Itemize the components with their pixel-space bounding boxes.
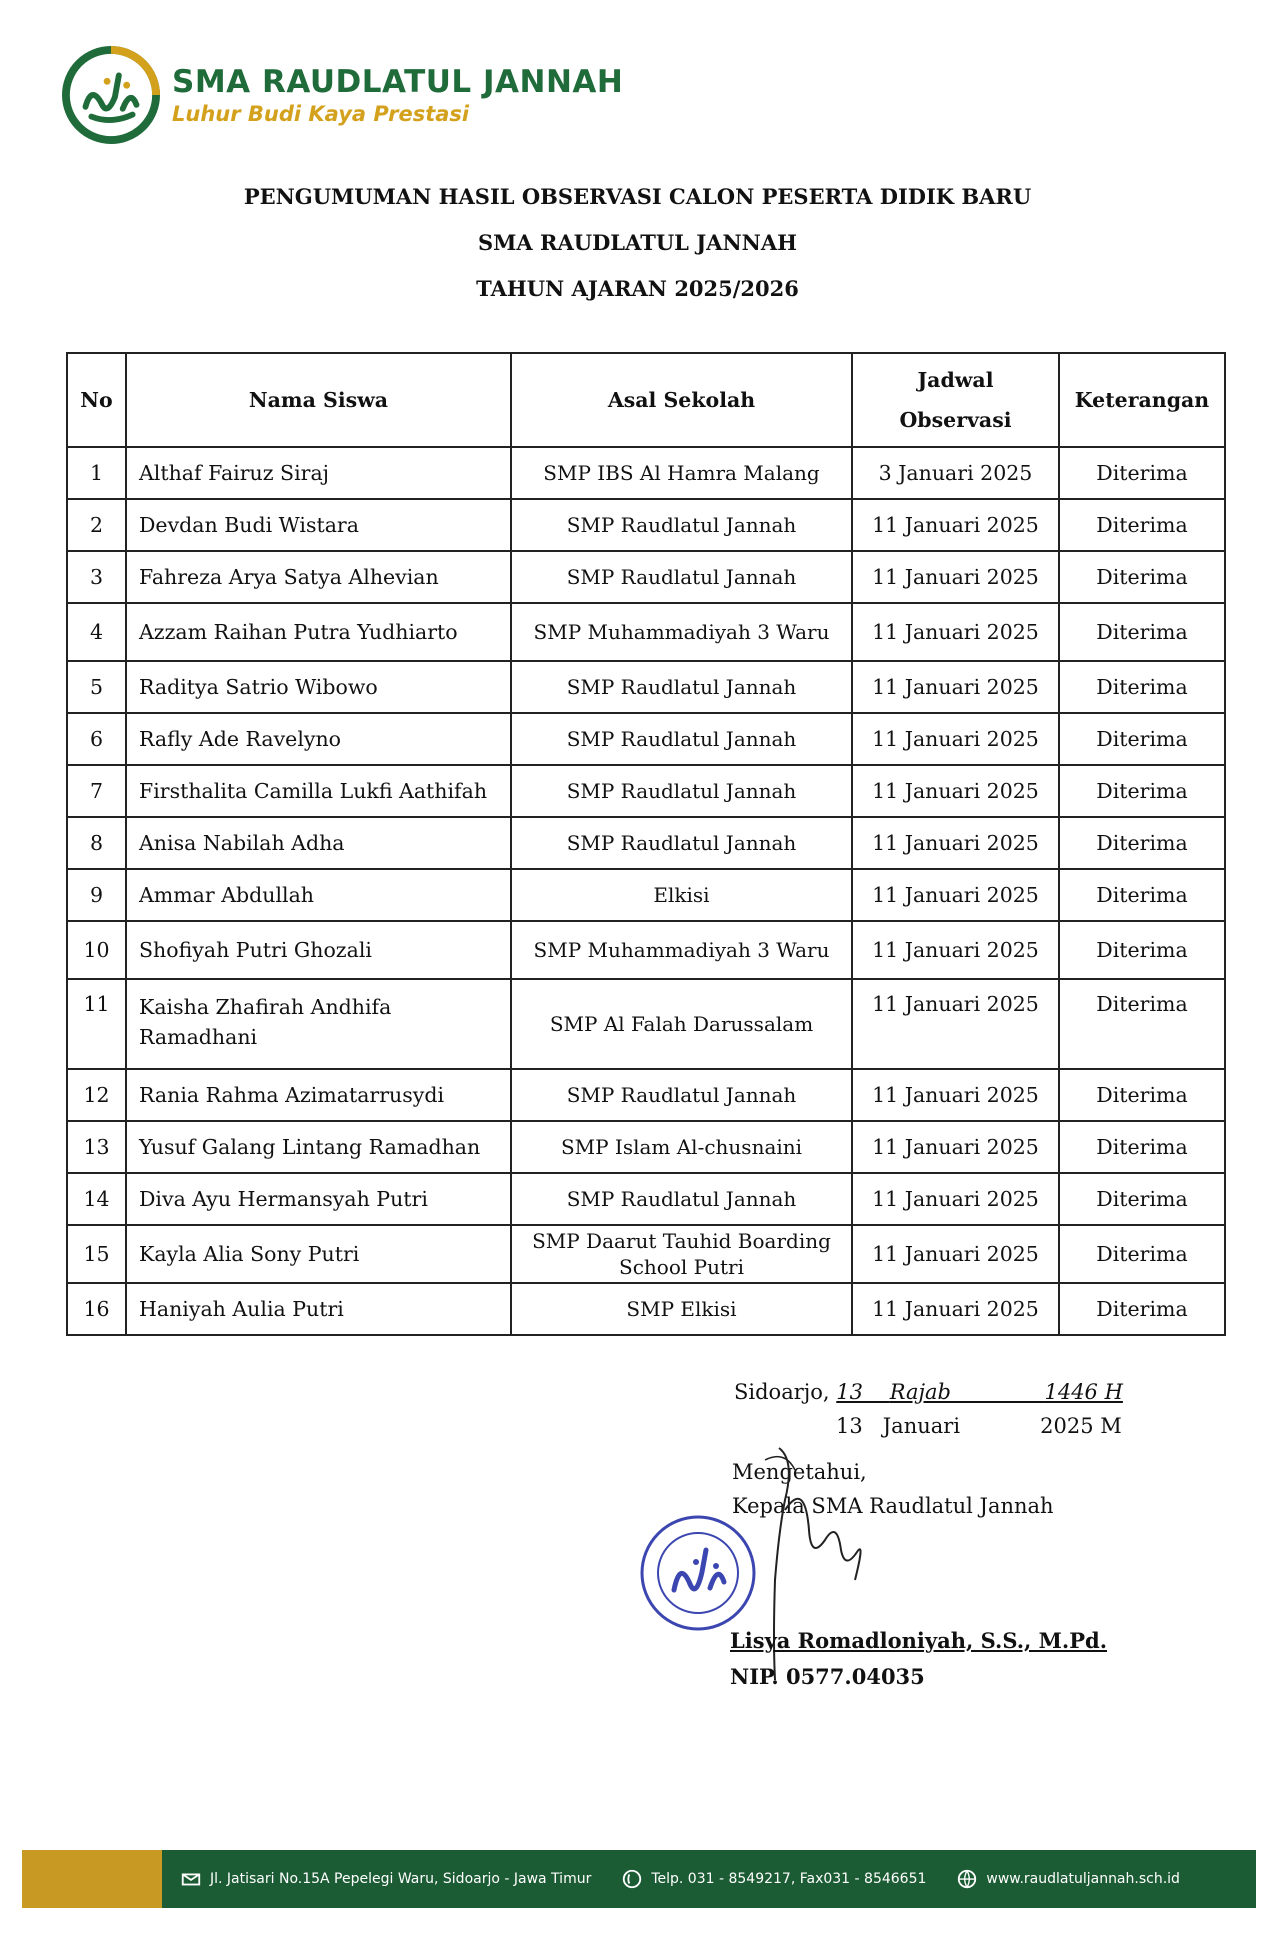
cell-asal: SMP Raudlatul Jannah: [511, 765, 852, 817]
cell-no: 2: [67, 499, 126, 551]
cell-asal: SMP Muhammadiyah 3 Waru: [511, 603, 852, 661]
cell-keterangan: Diterima: [1059, 1283, 1225, 1335]
principal-nip: NIP. 0577.04035: [730, 1664, 925, 1689]
results-table: [66, 352, 1226, 1336]
cell-keterangan: Diterima: [1059, 1069, 1225, 1121]
cell-keterangan: Diterima: [1059, 499, 1225, 551]
table-row: [67, 1121, 1225, 1173]
cell-keterangan: Diterima: [1059, 447, 1225, 499]
cell-asal: SMP Raudlatul Jannah: [511, 1069, 852, 1121]
cell-no: 1: [67, 447, 126, 499]
school-logo: [62, 46, 160, 144]
table-row: [67, 979, 1225, 1069]
table-row: [67, 765, 1225, 817]
footer-phone: Telp. 031 - 8549217, Fax031 - 8546651: [621, 1868, 926, 1890]
cell-keterangan: Diterima: [1059, 603, 1225, 661]
cell-nama: Fahreza Arya Satya Alhevian: [126, 551, 511, 603]
school-motto: Luhur Budi Kaya Prestasi: [172, 102, 470, 126]
header-keterangan: Keterangan: [1059, 353, 1225, 447]
cell-keterangan: Diterima: [1059, 921, 1225, 979]
cell-jadwal: 11 Januari 2025: [852, 1225, 1059, 1283]
cell-nama: Rafly Ade Ravelyno: [126, 713, 511, 765]
cell-jadwal: 3 Januari 2025: [852, 447, 1059, 499]
cell-no: 3: [67, 551, 126, 603]
cell-no: 5: [67, 661, 126, 713]
table-row: [67, 921, 1225, 979]
cell-no: 14: [67, 1173, 126, 1225]
cell-asal: SMP Elkisi: [511, 1283, 852, 1335]
cell-asal: SMP Raudlatul Jannah: [511, 499, 852, 551]
cell-nama: Shofiyah Putri Ghozali: [126, 921, 511, 979]
cell-keterangan: Diterima: [1059, 661, 1225, 713]
cell-keterangan: Diterima: [1059, 551, 1225, 603]
cell-no: 7: [67, 765, 126, 817]
cell-nama: Ammar Abdullah: [126, 869, 511, 921]
cell-keterangan: Diterima: [1059, 1121, 1225, 1173]
title-academic-year: TAHUN AJARAN 2025/2026: [476, 276, 799, 301]
cell-keterangan: Diterima: [1059, 1173, 1225, 1225]
cell-no: 11: [67, 979, 126, 1069]
header-nama: Nama Siswa: [126, 353, 511, 447]
cell-jadwal: 11 Januari 2025: [852, 661, 1059, 713]
cell-jadwal: 11 Januari 2025: [852, 979, 1059, 1069]
cell-asal: SMP Raudlatul Jannah: [511, 1173, 852, 1225]
cell-jadwal: 11 Januari 2025: [852, 499, 1059, 551]
phone-icon: [621, 1868, 643, 1890]
header-no: No: [67, 353, 126, 447]
title-announcement: PENGUMUMAN HASIL OBSERVASI CALON PESERTA DIDIK BARU: [243, 184, 1032, 209]
footer-address: Jl. Jatisari No.15A Pepelegi Waru, Sidoarjo - Jawa Timur: [180, 1868, 591, 1890]
location-icon: [180, 1868, 202, 1890]
cell-jadwal: 11 Januari 2025: [852, 713, 1059, 765]
date-masehi: 13 Januari 2025 M: [836, 1414, 1122, 1438]
cell-asal: SMP Raudlatul Jannah: [511, 551, 852, 603]
table-row: [67, 1173, 1225, 1225]
cell-nama: Raditya Satrio Wibowo: [126, 661, 511, 713]
cell-asal: SMP Daarut Tauhid Boarding School Putri: [511, 1225, 852, 1283]
cell-nama: Kaisha Zhafirah Andhifa Ramadhani: [126, 979, 511, 1069]
table-row: [67, 817, 1225, 869]
table-row: [67, 447, 1225, 499]
cell-asal: SMP IBS Al Hamra Malang: [511, 447, 852, 499]
cell-no: 4: [67, 603, 126, 661]
cell-jadwal: 11 Januari 2025: [852, 921, 1059, 979]
cell-keterangan: Diterima: [1059, 817, 1225, 869]
globe-icon: [956, 1868, 978, 1890]
cell-asal: SMP Islam Al-chusnaini: [511, 1121, 852, 1173]
header-jadwal: Jadwal Observasi: [852, 353, 1059, 447]
table-row: [67, 869, 1225, 921]
cell-jadwal: 11 Januari 2025: [852, 869, 1059, 921]
cell-no: 8: [67, 817, 126, 869]
cell-asal: SMP Raudlatul Jannah: [511, 713, 852, 765]
principal-name: Lisya Romadloniyah, S.S., M.Pd.: [730, 1628, 1108, 1653]
cell-jadwal: 11 Januari 2025: [852, 603, 1059, 661]
cell-nama: Devdan Budi Wistara: [126, 499, 511, 551]
table-row: [67, 713, 1225, 765]
cell-nama: Diva Ayu Hermansyah Putri: [126, 1173, 511, 1225]
date-hijri: Sidoarjo, 13 Rajab 1446 H: [734, 1380, 1123, 1404]
table-header-row: [67, 353, 1225, 447]
principal-position: Kepala SMA Raudlatul Jannah: [732, 1494, 1054, 1518]
cell-no: 16: [67, 1283, 126, 1335]
cell-jadwal: 11 Januari 2025: [852, 1069, 1059, 1121]
table-row: [67, 1283, 1225, 1335]
cell-nama: Yusuf Galang Lintang Ramadhan: [126, 1121, 511, 1173]
cell-asal: SMP Raudlatul Jannah: [511, 661, 852, 713]
table-row: [67, 551, 1225, 603]
cell-asal: Elkisi: [511, 869, 852, 921]
table-row: [67, 1225, 1225, 1283]
cell-no: 12: [67, 1069, 126, 1121]
cell-keterangan: Diterima: [1059, 1225, 1225, 1283]
school-stamp: [638, 1498, 758, 1648]
cell-keterangan: Diterima: [1059, 765, 1225, 817]
cell-no: 15: [67, 1225, 126, 1283]
cell-nama: Anisa Nabilah Adha: [126, 817, 511, 869]
cell-keterangan: Diterima: [1059, 713, 1225, 765]
header-asal: Asal Sekolah: [511, 353, 852, 447]
cell-nama: Kayla Alia Sony Putri: [126, 1225, 511, 1283]
cell-jadwal: 11 Januari 2025: [852, 817, 1059, 869]
footer-website: www.raudlatuljannah.sch.id: [956, 1868, 1180, 1890]
cell-asal: SMP Raudlatul Jannah: [511, 817, 852, 869]
cell-jadwal: 11 Januari 2025: [852, 551, 1059, 603]
school-name: SMA RAUDLATUL JANNAH: [172, 64, 624, 100]
cell-nama: Rania Rahma Azimatarrusydi: [126, 1069, 511, 1121]
cell-no: 6: [67, 713, 126, 765]
footer-band: [22, 1850, 1256, 1908]
table-row: [67, 603, 1225, 661]
table-row: [67, 499, 1225, 551]
cell-asal: SMP Al Falah Darussalam: [511, 979, 852, 1069]
cell-nama: Azzam Raihan Putra Yudhiarto: [126, 603, 511, 661]
document-title-block: [0, 174, 1275, 312]
cell-keterangan: Diterima: [1059, 979, 1225, 1069]
table-row: [67, 1069, 1225, 1121]
table-row: [67, 661, 1225, 713]
cell-no: 13: [67, 1121, 126, 1173]
footer-contact-bar: [162, 1850, 1256, 1908]
cell-keterangan: Diterima: [1059, 869, 1225, 921]
cell-no: 9: [67, 869, 126, 921]
cell-jadwal: 11 Januari 2025: [852, 1121, 1059, 1173]
acknowledge-label: Mengetahui,: [732, 1460, 867, 1484]
cell-jadwal: 11 Januari 2025: [852, 765, 1059, 817]
cell-nama: Firsthalita Camilla Lukfi Aathifah: [126, 765, 511, 817]
cell-jadwal: 11 Januari 2025: [852, 1283, 1059, 1335]
cell-nama: Haniyah Aulia Putri: [126, 1283, 511, 1335]
cell-jadwal: 11 Januari 2025: [852, 1173, 1059, 1225]
cell-no: 10: [67, 921, 126, 979]
title-school: SMA RAUDLATUL JANNAH: [478, 230, 797, 255]
cell-asal: SMP Muhammadiyah 3 Waru: [511, 921, 852, 979]
footer-gold-block: [22, 1850, 162, 1908]
cell-nama: Althaf Fairuz Siraj: [126, 447, 511, 499]
